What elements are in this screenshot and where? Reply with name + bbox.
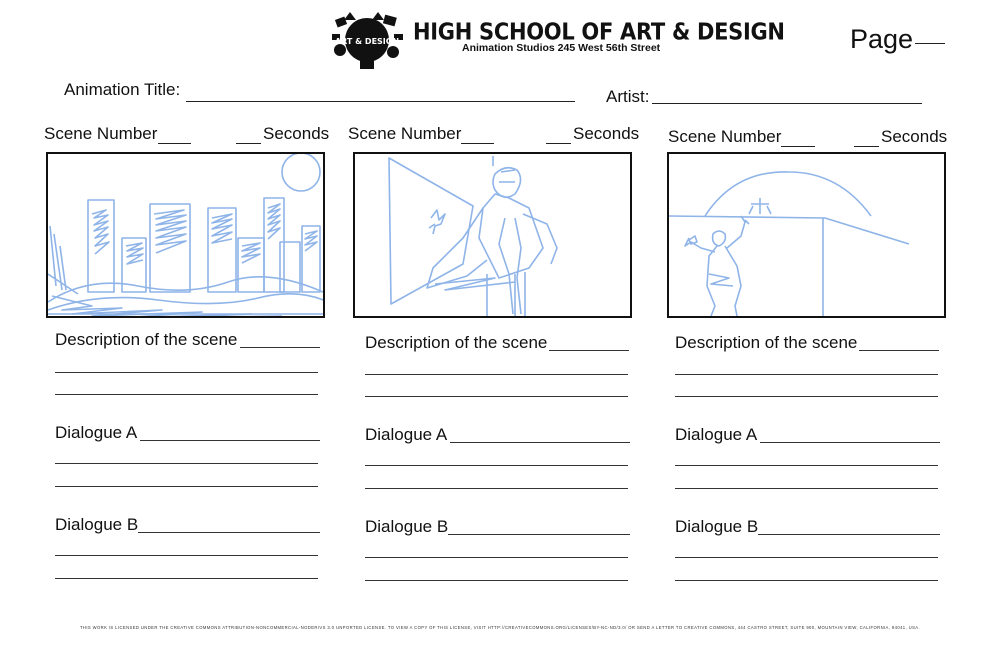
figure-on-rooftop-sketch [355, 154, 630, 316]
animation-title-field[interactable] [186, 101, 575, 102]
dialogue-b-line-2[interactable] [55, 555, 318, 556]
dialogue-b-line-1[interactable] [758, 534, 940, 535]
description-line-3[interactable] [675, 396, 938, 397]
description-line-1[interactable] [240, 347, 320, 348]
seconds-field[interactable] [236, 143, 261, 144]
dialogue-b-line-3[interactable] [365, 580, 628, 581]
description-line-2[interactable] [675, 374, 938, 375]
description-line-1[interactable] [549, 350, 629, 351]
description-line-1[interactable] [859, 350, 939, 351]
dialogue-a-line-1[interactable] [760, 442, 940, 443]
description-line-3[interactable] [55, 394, 318, 395]
dialogue-b-label: Dialogue B [55, 515, 139, 534]
sketch-frame[interactable] [667, 152, 946, 318]
dialogue-a-line-3[interactable] [365, 488, 628, 489]
description-line-2[interactable] [55, 372, 318, 373]
dialogue-b-label: Dialogue B [675, 517, 759, 536]
scene-number-field[interactable] [781, 146, 815, 147]
dialogue-a-line-2[interactable] [55, 463, 318, 464]
artist-label: Artist: [606, 87, 650, 106]
description-label: Description of the scene [55, 330, 238, 349]
dialogue-a-line-1[interactable] [140, 440, 320, 441]
page-number-field[interactable] [850, 24, 945, 55]
scene-number-field[interactable] [461, 143, 494, 144]
dialogue-b-line-1[interactable] [138, 532, 320, 533]
sketch-frame[interactable] [46, 152, 325, 318]
dialogue-a-line-2[interactable] [675, 465, 938, 466]
license-footer: THIS WORK IS LICENSED UNDER THE CREATIVE COMMONS ATTRIBUTION-NONCOMMERCIAL-NODERIVS 3.0 UNPORTED LICENSE. TO VIEW A COPY OF THIS LICENSE, VISIT HTTP://CREATIVECOMMONS.ORG/LICENSES/BY-NC-ND/3.0/ OR SEND A LETTER TO CREATIVE COMMONS, 444 CASTRO STREET, SUITE 900, MOUNTAIN VIEW, CALIFORNIA, 94041, USA. [79, 625, 921, 630]
scene-number-label: Scene Number [44, 124, 158, 143]
page-label: Page [850, 24, 914, 54]
artist-field[interactable] [652, 103, 922, 104]
dialogue-a-line-2[interactable] [365, 465, 628, 466]
description-line-3[interactable] [365, 396, 628, 397]
seconds-field[interactable] [546, 143, 571, 144]
dialogue-a-label: Dialogue A [365, 425, 448, 444]
dialogue-a-line-1[interactable] [450, 442, 630, 443]
scene-number-field[interactable] [158, 143, 191, 144]
scene-number-label: Scene Number [348, 124, 462, 143]
sketch-frame[interactable] [353, 152, 632, 318]
animation-title-label: Animation Title: [64, 80, 181, 99]
description-line-2[interactable] [365, 374, 628, 375]
school-name: HIGH SCHOOL OF ART & DESIGN [413, 18, 785, 45]
page-number-blank[interactable] [915, 43, 945, 44]
description-label: Description of the scene [675, 333, 858, 352]
seconds-label: Seconds [573, 124, 640, 143]
scene-number-label: Scene Number [668, 127, 782, 146]
seconds-label: Seconds [881, 127, 948, 146]
dialogue-a-label: Dialogue A [55, 423, 138, 442]
figure-waving-at-ship-sketch [669, 154, 944, 316]
dialogue-a-label: Dialogue A [675, 425, 758, 444]
dialogue-a-line-3[interactable] [675, 488, 938, 489]
dialogue-b-line-2[interactable] [365, 557, 628, 558]
dialogue-b-line-3[interactable] [675, 580, 938, 581]
dialogue-a-line-3[interactable] [55, 486, 318, 487]
dialogue-b-line-3[interactable] [55, 578, 318, 579]
seconds-field[interactable] [854, 146, 879, 147]
dialogue-b-line-1[interactable] [448, 534, 630, 535]
logo-text: ART & DESIGN [334, 37, 400, 46]
dialogue-b-line-2[interactable] [675, 557, 938, 558]
description-label: Description of the scene [365, 333, 548, 352]
seconds-label: Seconds [263, 124, 330, 143]
school-address: Animation Studios 245 West 56th Street [462, 42, 661, 54]
school-logo [330, 10, 404, 70]
dialogue-b-label: Dialogue B [365, 517, 449, 536]
city-skyline-sketch [48, 154, 323, 316]
